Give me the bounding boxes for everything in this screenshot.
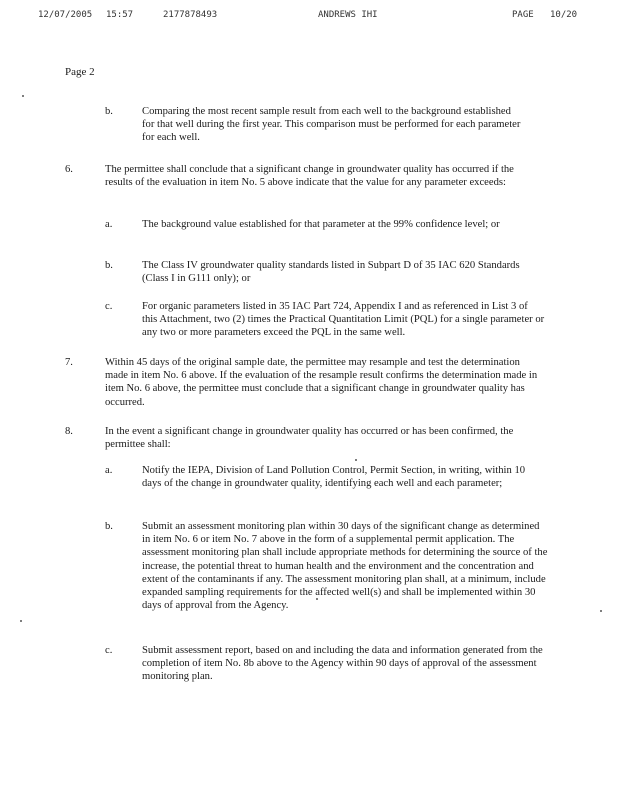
fax-time: 15:57 <box>106 10 134 20</box>
item-text: Submit assessment report, based on and including the data and information generated from the completion of item No. 8b above to the Agency within 90 days of approval of the assessment monitoring plan. <box>142 645 543 683</box>
item-8 <box>65 425 545 451</box>
item-7 <box>65 356 545 409</box>
item-text: Notify the IEPA, Division of Land Pollution Control, Permit Section, in writing, within 10 days of the change in groundwater quality, identifying each well and each parameter; <box>142 465 526 490</box>
item-6 <box>65 163 535 189</box>
fax-page-label: PAGE <box>512 10 534 20</box>
item-8b <box>105 520 550 612</box>
item-text: Comparing the most recent sample result from each well to the background established for that well during the first year. This comparison must be performed for each parameter for each well. <box>142 106 521 144</box>
item-text: Within 45 days of the original sample date, the permittee may resample and test the determination made in item No. 6 above. If the evaluation of the resample result confirms the determination made in item No. 6 above, the permittee must conclude that a significant change in groundwater quality has occurred. <box>105 357 538 408</box>
scan-speck <box>22 95 24 97</box>
item-6c <box>105 300 545 340</box>
item-6b <box>105 259 535 285</box>
item-8c <box>105 644 545 684</box>
item-marker: a. <box>105 219 113 230</box>
item-marker: c. <box>105 645 113 656</box>
scan-speck <box>316 598 318 600</box>
fax-sender: ANDREWS IHI <box>318 10 378 20</box>
item-marker: b. <box>105 521 113 532</box>
page-label: Page 2 <box>65 66 95 78</box>
item-marker: 6. <box>65 164 73 175</box>
item-text: The permittee shall conclude that a significant change in groundwater quality has occurred if the results of the evaluation in item No. 5 above indicate that the value for any parameter exceeds: <box>105 164 514 189</box>
scan-speck <box>355 459 357 461</box>
item-text: The Class IV groundwater quality standards listed in Subpart D of 35 IAC 620 Standards (Class I in G111 only); or <box>142 260 520 285</box>
item-marker: a. <box>105 465 113 476</box>
scan-speck <box>20 620 22 622</box>
item-8a <box>105 464 545 490</box>
item-marker: c. <box>105 301 113 312</box>
item-marker: 7. <box>65 357 73 368</box>
fax-header <box>0 10 619 24</box>
item-5b <box>105 105 525 145</box>
item-marker: 8. <box>65 426 73 437</box>
item-text: For organic parameters listed in 35 IAC Part 724, Appendix I and as referenced in List 3 of this Attachment, two (2) times the Practical Quantitation Limit (PQL) for a single parameter or any two or more parameters exceed the PQL in the same well. <box>142 301 545 339</box>
item-text: In the event a significant change in groundwater quality has occurred or has been confirmed, the permittee shall: <box>105 426 514 451</box>
scan-speck <box>600 610 602 612</box>
fax-number: 2177878493 <box>163 10 218 20</box>
item-text: Submit an assessment monitoring plan within 30 days of the significant change as determined in item No. 6 or item No. 7 above in the form of a supplemental permit application. The assessment monitoring plan shall include appropriate methods for determining the source of the increase, the potential threat to human health and the environment and the concentration and extent of the contaminants if any. The assessment monitoring plan shall, at a minimum, include expanded sampling requirements for the affected well(s) and shall be implemented within 30 days of approval from the Agency. <box>142 521 548 612</box>
fax-page-value: 10/20 <box>550 10 578 20</box>
item-text: The background value established for that parameter at the 99% confidence level; or <box>142 219 500 230</box>
item-marker: b. <box>105 106 113 117</box>
item-6a <box>105 218 535 231</box>
fax-date: 12/07/2005 <box>38 10 93 20</box>
item-marker: b. <box>105 260 113 271</box>
